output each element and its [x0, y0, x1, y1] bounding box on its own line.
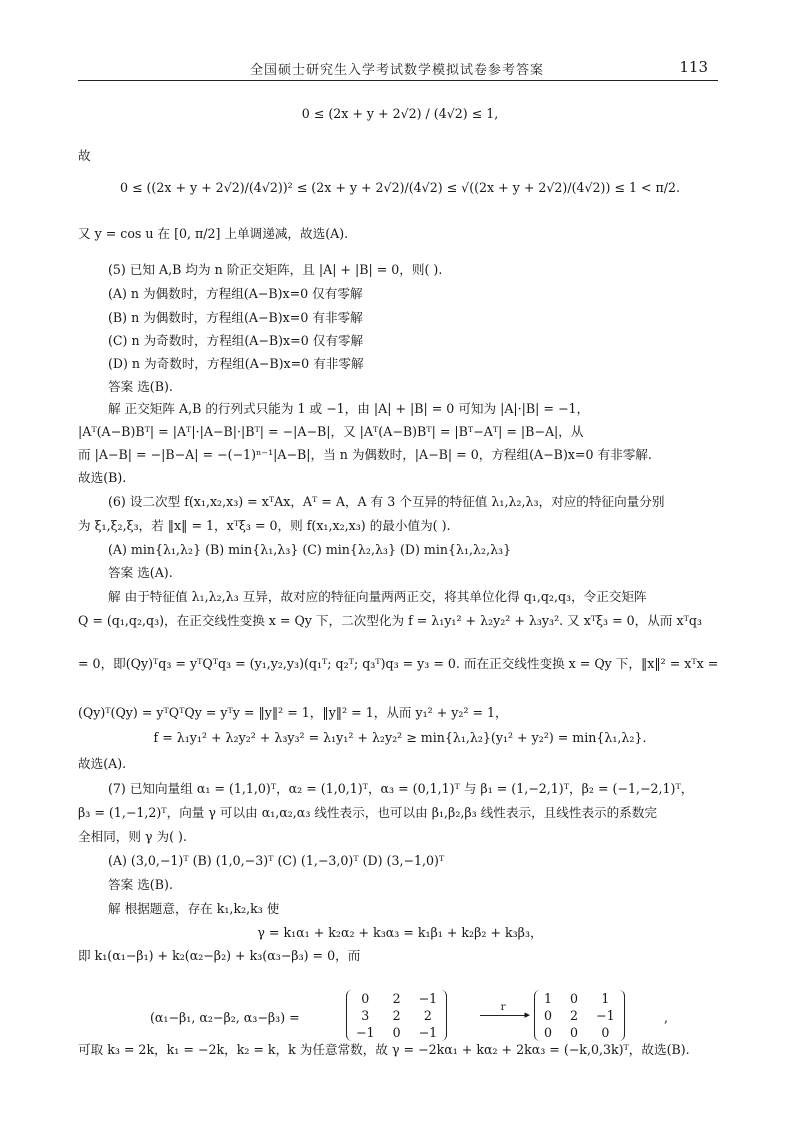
right-matrix-cell: 1: [544, 991, 553, 1006]
problem-6-stem-2: 为 ξ₁,ξ₂,ξ₃，若 ‖x‖ = 1，xᵀξ₃ = 0，则 f(x₁,x₂,x₃) 的最小值为( ).: [78, 518, 451, 533]
page-number: 113: [679, 58, 708, 76]
problem-5-solution-2: |Aᵀ(A−B)Bᵀ| = |Aᵀ|·|A−B|·|Bᵀ| = −|A−B|，又 |Aᵀ(A−B)Bᵀ| = |Bᵀ−Aᵀ| = |B−A|，从: [78, 424, 584, 439]
problem-6-solution-5: f = λ₁y₁² + λ₂y₂² + λ₃y₃² = λ₁y₁² + λ₂y₂² ≥ min{λ₁,λ₂}(y₁² + y₂²) = min{λ₁,λ₂}.: [153, 730, 647, 745]
problem-7-stem-2: β₃ = (1,−1,2)ᵀ，向量 γ 可以由 α₁,α₂,α₃ 线性表示，也可以由 β₁,β₂,β₃ 线性表示，且线性表示的系数完: [78, 805, 658, 820]
left-matrix-cell: 3: [361, 1008, 370, 1023]
left-matrix-cell: 2: [392, 991, 401, 1006]
left-matrix-cell: −1: [356, 1025, 375, 1040]
problem-5-solution-1: 解 正交矩阵 A,B 的行列式只能为 1 或 −1，由 |A| + |B| = 0 可知为 |A|·|B| = −1，: [108, 401, 590, 416]
matrix-tail: ,: [664, 1010, 669, 1025]
right-matrix-cell: 1: [601, 991, 610, 1006]
problem-7-solution-1: 解 根据题意，存在 k₁,k₂,k₃ 使: [108, 901, 280, 916]
therefore-word: 故: [78, 148, 91, 163]
header-rule: [78, 80, 718, 81]
left-matrix: [346, 990, 447, 1041]
left-matrix-cell: −1: [418, 991, 438, 1006]
problem-7-solution-2: γ = k₁α₁ + k₂α₂ + k₃α₃ = k₁β₁ + k₂β₂ + k₃β₃，: [257, 925, 543, 940]
problem-5-stem: (5) 已知 A,B 均为 n 阶正交矩阵，且 |A| + |B| = 0，则( ).: [108, 262, 443, 277]
problem-6-solution-3: = 0，即(Qy)ᵀq₃ = yᵀQᵀq₃ = (y₁,y₂,y₃)(q₁ᵀ; q₂ᵀ; q₃ᵀ)q₃ = y₃ = 0. 而在正交线性变换 x = Qy 下，‖x‖² = xᵀx =: [78, 656, 719, 671]
matrix-lhs: (α₁−β₁, α₂−β₂, α₃−β₃) =: [150, 1010, 300, 1025]
right-matrix-cell: 0: [544, 1008, 553, 1023]
conclusion-line: 又 y = cos u 在 [0, π/2] 上单调递减，故选(A).: [78, 226, 349, 241]
problem-7-answer: 答案 选(B).: [108, 877, 173, 892]
problem-5-option-a: (A) n 为偶数时，方程组(A−B)x=0 仅有零解: [108, 286, 363, 301]
right-matrix-cell: −1: [596, 1008, 615, 1023]
left-matrix-cell: 2: [392, 1008, 401, 1023]
problem-5-answer: 答案 选(B).: [108, 379, 173, 394]
problem-6-options: (A) min{λ₁,λ₂} (B) min{λ₁,λ₃} (C) min{λ₂,λ₃} (D) min{λ₁,λ₂,λ₃}: [108, 542, 512, 557]
left-matrix-cell: 0: [392, 1025, 401, 1040]
problem-6-solution-4: (Qy)ᵀ(Qy) = yᵀQᵀQy = yᵀy = ‖y‖² = 1，‖y‖² = 1，从而 y₁² + y₂² = 1，: [78, 705, 508, 720]
inequality-line-1: 0 ≤ (2x + y + 2√2) / (4√2) ≤ 1,: [301, 106, 499, 121]
row-reduce-arrow: r ▸: [480, 1002, 526, 1016]
problem-5-option-c: (C) n 为奇数时，方程组(A−B)x=0 仅有零解: [108, 333, 364, 348]
header-title: 全国硕士研究生入学考试数学模拟试卷参考答案: [250, 63, 545, 78]
problem-5-solution-4: 故选(B).: [78, 470, 127, 485]
problem-7-solution-3: 即 k₁(α₁−β₁) + k₂(α₂−β₂) + k₃(α₃−β₃) = 0，而: [78, 948, 361, 963]
problem-6-answer: 答案 选(A).: [108, 565, 173, 580]
problem-6-solution-6: 故选(A).: [78, 756, 127, 771]
problem-5-solution-3: 而 |A−B| = −|B−A| = −(−1)ⁿ⁻¹|A−B|，当 n 为偶数时，|A−B| = 0，方程组(A−B)x=0 有非零解.: [78, 447, 652, 462]
problem-7-stem-1: (7) 已知向量组 α₁ = (1,1,0)ᵀ，α₂ = (1,0,1)ᵀ，α₃ = (0,1,1)ᵀ 与 β₁ = (1,−2,1)ᵀ，β₂ = (−1,−2,1)ᵀ，: [108, 781, 694, 796]
problem-5-option-d: (D) n 为奇数时，方程组(A−B)x=0 有非零解: [108, 356, 364, 371]
problem-7-solution-final: 可取 k₃ = 2k，k₁ = −2k，k₂ = k，k 为任意常数，故 γ = −2kα₁ + kα₂ + 2kα₃ = (−k,0,3k)ᵀ，故选(B).: [78, 1042, 690, 1057]
inequality-line-2: 0 ≤ ((2x + y + 2√2)/(4√2))² ≤ (2x + y + 2√2)/(4√2) ≤ √((2x + y + 2√2)/(4√2)) ≤ 1 < π/2.: [119, 180, 681, 195]
problem-6-solution-2: Q = (q₁,q₂,q₃)，在正交线性变换 x = Qy 下，二次型化为 f = λ₁y₁² + λ₂y₂² + λ₃y₃². 又 xᵀξ₃ = 0，从而 xᵀq₃: [78, 613, 702, 628]
problem-7-stem-3: 全相同，则 γ 为( ).: [78, 829, 187, 844]
right-matrix: [534, 990, 625, 1041]
right-matrix-cell: 0: [570, 1025, 579, 1040]
problem-6-solution-1: 解 由于特征值 λ₁,λ₂,λ₃ 互异，故对应的特征向量两两正交，将其单位化得 q₁,q₂,q₃，令正交矩阵: [108, 589, 647, 604]
problem-7-options: (A) (3,0,−1)ᵀ (B) (1,0,−3)ᵀ (C) (1,−3,0)ᵀ (D) (3,−1,0)ᵀ: [108, 853, 445, 868]
problem-5-option-b: (B) n 为偶数时，方程组(A−B)x=0 有非零解: [108, 310, 363, 325]
right-matrix-cell: 0: [544, 1025, 553, 1040]
left-matrix-cell: −1: [418, 1025, 438, 1040]
right-matrix-cell: 2: [570, 1008, 579, 1023]
problem-6-stem-1: (6) 设二次型 f(x₁,x₂,x₃) = xᵀAx，Aᵀ = A，A 有 3 个互异的特征值 λ₁,λ₂,λ₃，对应的特征向量分别: [108, 494, 665, 509]
left-matrix-cell: 0: [361, 991, 370, 1006]
right-matrix-cell: 0: [601, 1025, 610, 1040]
left-matrix-cell: 2: [423, 1008, 432, 1023]
right-matrix-cell: 0: [570, 991, 579, 1006]
row-reduce-label: r: [500, 1002, 506, 1013]
